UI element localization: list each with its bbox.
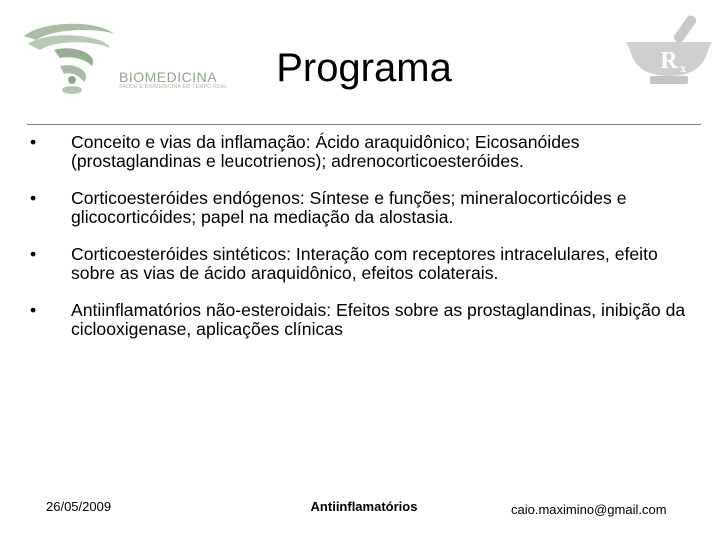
bullet-marker: • xyxy=(30,132,37,152)
svg-text:R: R xyxy=(660,48,678,74)
bullet-marker: • xyxy=(30,188,37,208)
footer-email: caio.maximino@gmail.com xyxy=(511,502,667,517)
bullet-text: Conceito e vias da inflamação: Ácido araquidônico; Eicosanóides (prostaglandinas e leucotrienos); adrenocorticoesteróides. xyxy=(71,132,580,171)
bullet-list xyxy=(26,133,706,357)
list-item xyxy=(26,245,706,282)
logo-subtitle: SAÚDE E BIOMEDICINA EM TEMPO REAL xyxy=(119,84,228,90)
list-item xyxy=(26,189,706,226)
logo-text: BIOMEDICINA xyxy=(119,69,218,85)
bullet-text: Corticoesteróides sintéticos: Interação com receptores intracelulares, efeito sobre as vias de ácido araquidônico, efeitos colaterais. xyxy=(71,244,658,283)
slide-title: Programa xyxy=(276,46,452,90)
bullet-text: Antiinflamatórios não-esteroidais: Efeitos sobre as prostaglandinas, inibição da ciclooxigenase, aplicações clínicas xyxy=(71,300,686,339)
list-item xyxy=(26,133,706,170)
bullet-marker: • xyxy=(30,300,37,320)
title-divider xyxy=(27,124,701,125)
svg-text:x: x xyxy=(680,61,686,75)
footer-title: Antiinflamatórios xyxy=(310,499,418,514)
bullet-marker: • xyxy=(30,244,37,264)
list-item xyxy=(26,301,706,338)
bullet-text: Corticoesteróides endógenos: Síntese e funções; mineralocorticóides e glicocorticóides; papel na mediação da alostasia. xyxy=(71,188,627,227)
footer-date: 26/05/2009 xyxy=(46,499,112,514)
